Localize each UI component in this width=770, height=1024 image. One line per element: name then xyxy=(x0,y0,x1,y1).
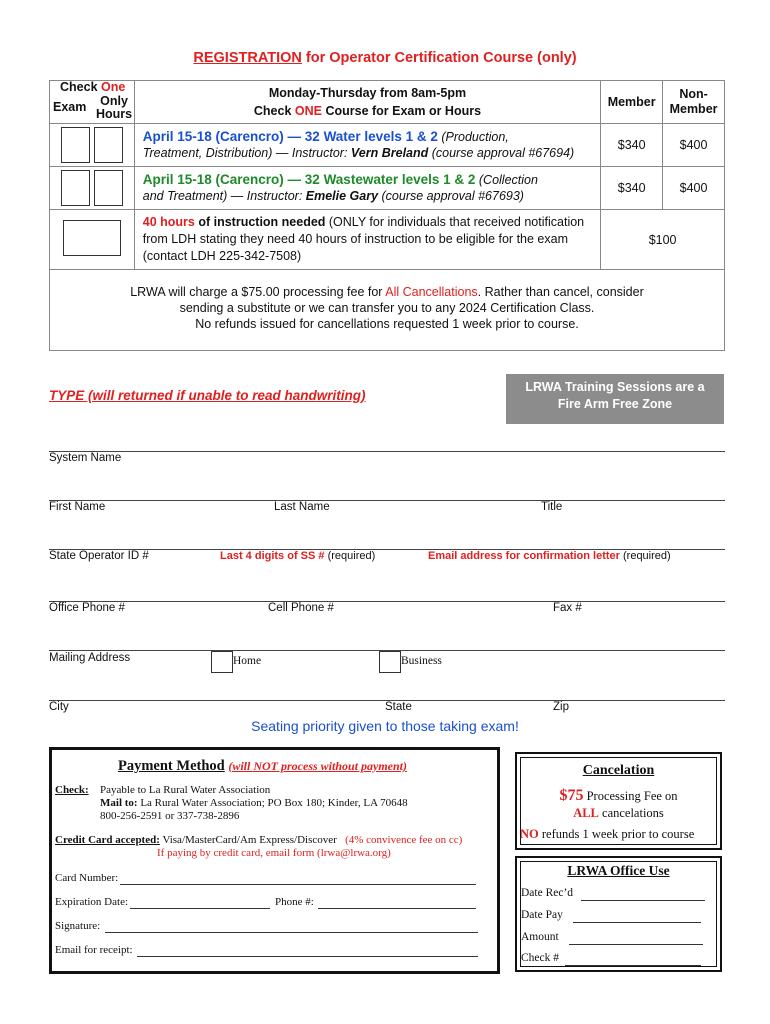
card-number-label: Card Number: xyxy=(55,872,119,884)
name-line[interactable] xyxy=(49,500,725,501)
notice-row xyxy=(50,270,725,351)
notice-b: . Rather than cancel, consider xyxy=(477,285,644,299)
course-lead: April 15-18 (Carencro) — 32 Water levels 1 & 2 xyxy=(142,129,438,144)
email-required: (required) xyxy=(619,550,671,562)
non-member-price: $400 xyxy=(663,167,725,210)
cancel-fee-amount: $75 xyxy=(559,787,584,804)
check-label: Check xyxy=(60,80,101,94)
course-description xyxy=(134,167,600,210)
last-name-label: Last Name xyxy=(274,501,330,513)
course-paren: (Collection xyxy=(475,173,538,187)
cancel-no-text: refunds 1 week prior to course xyxy=(538,827,695,841)
member-header: Member xyxy=(601,81,663,124)
schedule-header xyxy=(134,81,600,124)
cc-email-note: If paying by credit card, email form (lrwa@lrwa.org) xyxy=(157,847,391,859)
cancel-all-red: ALL xyxy=(573,806,599,820)
date-recd-label: Date Rec’d xyxy=(521,887,574,899)
phone-line[interactable] xyxy=(49,601,725,602)
cc-label: Credit Card accepted: xyxy=(55,834,160,846)
cancel-all xyxy=(517,806,720,821)
card-number-input[interactable] xyxy=(120,884,476,885)
course-lead: April 15-18 (Carencro) — 32 Wastewater levels 1 & 2 xyxy=(142,172,476,187)
operator-id-label: State Operator ID # xyxy=(49,550,149,562)
amount-input[interactable] xyxy=(569,944,703,945)
payment-phone-input[interactable] xyxy=(318,908,476,909)
date-pay-label: Date Pay xyxy=(521,909,563,921)
system-name-line[interactable] xyxy=(49,451,725,452)
page-title xyxy=(0,50,770,66)
ss-label xyxy=(220,550,375,562)
cc-types: Visa/MasterCard/Am Express/Discover xyxy=(159,834,337,846)
credit-card-info xyxy=(55,834,462,847)
non-member-price: $400 xyxy=(663,124,725,167)
course-instructor: Vern Breland xyxy=(350,146,429,160)
signature-label: Signature: xyxy=(55,920,101,932)
receipt-email-label: Email for receipt: xyxy=(55,944,133,956)
hours-lead: 40 hours xyxy=(142,215,195,229)
signature-input[interactable] xyxy=(105,932,478,933)
payment-warning: (will NOT process without payment) xyxy=(228,759,408,773)
expiration-label: Expiration Date: xyxy=(55,896,129,908)
firearm-free-notice: LRWA Training Sessions are a Fire Arm Free Zone xyxy=(506,374,724,424)
business-label: Business xyxy=(401,655,442,667)
check-one-b: ONE xyxy=(294,104,322,118)
cancel-fee-text: Processing Fee on xyxy=(583,789,678,803)
check-details xyxy=(100,784,408,823)
course-checkboxes xyxy=(50,124,135,167)
payment-phone-label: Phone #: xyxy=(275,896,314,908)
check-number-input[interactable] xyxy=(565,965,701,966)
payable-to: Payable to La Rural Water Association xyxy=(100,784,271,796)
member-price: $340 xyxy=(601,124,663,167)
fax-label: Fax # xyxy=(553,602,582,614)
date-recd-input[interactable] xyxy=(581,900,705,901)
cancel-fee xyxy=(517,787,720,805)
office-phone-label: Office Phone # xyxy=(49,602,125,614)
notice-line3: No refunds issued for cancellations requested 1 week prior to course. xyxy=(195,317,579,331)
first-name-label: First Name xyxy=(49,501,106,513)
notice-red: All Cancellations xyxy=(385,285,478,299)
cancel-no-refund xyxy=(520,827,694,842)
type-instruction: TYPE (will returned if unable to read handwriting) xyxy=(49,388,366,403)
cancel-all-text: cancelations xyxy=(598,806,664,820)
cancel-no-red: NO xyxy=(520,827,539,841)
city-label: City xyxy=(49,701,69,713)
payment-heading-text: Payment Method xyxy=(118,758,225,774)
check-number-label: Check # xyxy=(521,952,560,964)
check-one-c: Course for Exam or Hours xyxy=(321,104,482,118)
office-use-heading: LRWA Office Use xyxy=(567,863,670,878)
course-description xyxy=(134,124,600,167)
notice-line2: sending a substitute or we can transfer you to any 2024 Certification Class. xyxy=(179,301,595,315)
office-use-box xyxy=(515,856,722,972)
non-member-header: Non- Member xyxy=(663,81,725,124)
cancelation-heading: Cancelation xyxy=(582,763,655,778)
amount-label: Amount xyxy=(521,931,559,943)
cell-phone-label: Cell Phone # xyxy=(268,602,334,614)
check-one-a: Check xyxy=(253,104,295,118)
forty-hours-checkbox[interactable] xyxy=(63,220,121,256)
course-checkboxes xyxy=(50,167,135,210)
cc-fee: (4% convivence fee on cc) xyxy=(345,834,463,846)
hours-checkbox-cell xyxy=(50,210,135,270)
home-checkbox[interactable] xyxy=(211,651,233,673)
member-price: $340 xyxy=(601,167,663,210)
check-label-text: Check: xyxy=(55,784,89,796)
title-rest: for Operator Certification Course (only) xyxy=(301,50,577,66)
course-line2b: (course approval #67694) xyxy=(428,146,575,160)
course-line2a: and Treatment) — Instructor: xyxy=(142,189,306,203)
state-label: State xyxy=(385,701,412,713)
business-checkbox[interactable] xyxy=(379,651,401,673)
exam-checkbox[interactable] xyxy=(61,127,90,163)
hours-bold: of instruction needed xyxy=(194,215,326,229)
title-label: Title xyxy=(541,501,563,513)
email-red: Email address for confirmation letter xyxy=(428,550,620,562)
zip-label: Zip xyxy=(553,701,569,713)
hours-row xyxy=(50,210,725,270)
mailing-address-label: Mailing Address xyxy=(49,652,131,664)
hours-description xyxy=(134,210,600,270)
seating-priority: Seating priority given to those taking exam! xyxy=(251,718,519,734)
course-line2a: Treatment, Distribution) — Instructor: xyxy=(142,146,351,160)
date-pay-input[interactable] xyxy=(573,922,701,923)
check-payment-label xyxy=(55,784,89,796)
ss-red: Last 4 digits of SS # xyxy=(220,550,325,562)
check-one-header xyxy=(50,81,135,124)
cancellation-notice xyxy=(50,270,725,351)
payment-heading xyxy=(118,758,407,775)
schedule-text: Monday-Thursday from 8am-5pm xyxy=(268,86,467,100)
course-paren: (Production, xyxy=(437,130,509,144)
notice-a: LRWA will charge a $75.00 processing fee for xyxy=(130,285,386,299)
email-label xyxy=(428,550,671,562)
system-name-label: System Name xyxy=(49,452,122,464)
expiration-input[interactable] xyxy=(130,908,270,909)
table-header-row xyxy=(50,81,725,124)
course-instructor: Emelie Gary xyxy=(305,189,379,203)
hours-checkbox[interactable] xyxy=(94,127,123,163)
payment-phones: 800-256-2591 or 337-738-2896 xyxy=(100,810,240,822)
hours-checkbox[interactable] xyxy=(94,170,123,206)
only-hours-label: Only Hours xyxy=(96,94,133,121)
payment-method-box xyxy=(49,747,500,974)
course-row-water xyxy=(50,124,725,167)
hours-rest: (ONLY for individuals that received notification from LDH stating they need 40 hours of instruction to be eligible for the exam (contact LDH 225-342-7508) xyxy=(142,215,585,263)
course-table xyxy=(49,80,725,351)
home-label: Home xyxy=(233,655,262,667)
exam-checkbox[interactable] xyxy=(61,170,90,206)
mail-to-label: Mail to: xyxy=(100,797,138,809)
course-row-wastewater xyxy=(50,167,725,210)
exam-label: Exam xyxy=(53,100,87,114)
title-registration: REGISTRATION xyxy=(193,50,302,66)
receipt-email-input[interactable] xyxy=(137,956,478,957)
mail-address: La Rural Water Association; PO Box 180; Kinder, LA 70648 xyxy=(137,797,408,809)
course-line2b: (course approval #67693) xyxy=(378,189,524,203)
cancelation-box xyxy=(515,752,722,850)
one-label: One xyxy=(101,80,126,94)
hours-price: $100 xyxy=(601,210,725,270)
ss-required: (required) xyxy=(324,550,376,562)
